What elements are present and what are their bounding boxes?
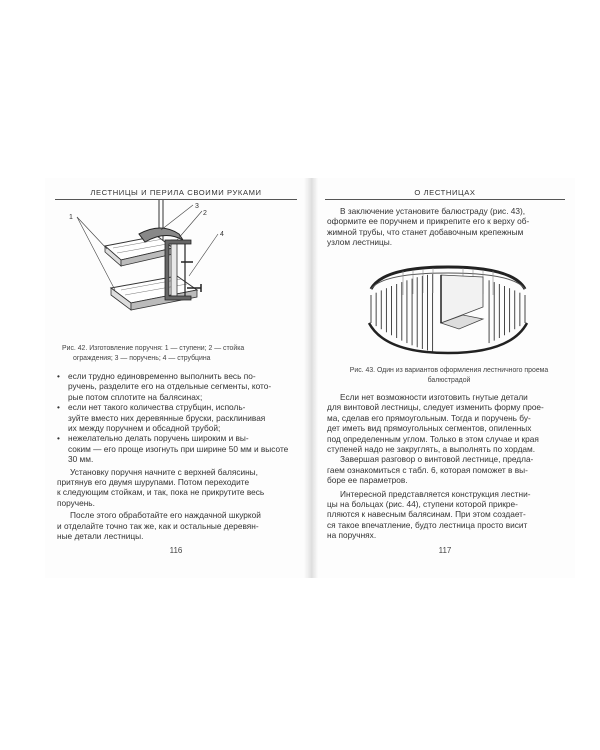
fig42-caption-line: ограждения; 3 — поручень; 4 — струбцина <box>73 354 211 362</box>
paragraph-line: ся такое впечатление, будто лестница просто висит <box>327 519 528 530</box>
paragraph <box>327 489 565 541</box>
bullet-item <box>57 433 295 464</box>
paragraph <box>57 510 295 541</box>
fig42-label-3: 3 <box>195 203 199 210</box>
bullet-icon: • <box>57 433 60 444</box>
paragraph-line: для винтовой лестницы, следует изменить форму прое- <box>327 402 544 413</box>
paragraph-line: к следующим стойкам, и так, пока не прикрутите весь <box>57 487 265 498</box>
bullet-line: 30 мм. <box>68 454 94 465</box>
left-page-number: 116 <box>169 546 183 555</box>
paragraph-line: боре ее параметров. <box>327 475 408 486</box>
figure-43-caption <box>333 366 565 385</box>
bullet-item <box>57 402 295 433</box>
figure-43-balustrade <box>363 263 533 358</box>
paragraph-line: оформите ее поручнем и прикрепите его к верху об- <box>327 216 530 227</box>
paragraph-line: дет иметь вид прямоугольных сегментов, опиленных <box>327 423 532 434</box>
paragraph-line: ные детали лестницы. <box>57 531 144 542</box>
bullet-line: зуйте вместо них деревянные бруски, расклинивая <box>68 412 266 423</box>
right-running-head: О ЛЕСТНИЦАХ <box>414 188 476 197</box>
paragraph-line: цы на больцах (рис. 44), ступени которой прикре- <box>327 499 518 510</box>
right-body-text <box>327 392 565 541</box>
bullet-icon: • <box>57 371 60 381</box>
bullet-line: рые потом сплотите на балясинах; <box>68 391 203 402</box>
right-page <box>315 178 575 578</box>
bullet-line: их между поручнем и обсадной трубой; <box>68 423 221 434</box>
bullet-line: ручень, разделите его на отдельные сегменты, кото- <box>68 381 272 392</box>
paragraph <box>327 392 565 454</box>
paragraph-line: ступеней надо не закруглять, а выполнять по хордам. <box>327 444 536 455</box>
left-page <box>45 178 307 578</box>
bullet-icon: • <box>57 402 60 413</box>
paragraph <box>57 467 295 509</box>
right-intro-text <box>327 206 565 248</box>
paragraph-line: Завершая разговор о винтовой лестнице, предла- <box>340 454 534 465</box>
bullet-line: если нет такого количества струбцин, исполь- <box>68 402 246 413</box>
paragraph-line: ма, сделав его прямоугольным. Тогда и поручень бу- <box>327 412 531 423</box>
paragraph-line: на поручнях. <box>327 530 377 541</box>
bullet-line: нежелательно делать поручень широким и вы- <box>68 433 249 444</box>
book-gutter <box>304 178 318 578</box>
fig42-label-4: 4 <box>220 231 224 238</box>
book-spread <box>0 178 600 578</box>
left-body-text <box>57 371 295 542</box>
figure-42-handrail-clamp <box>65 200 255 325</box>
bullet-line: соким — его проще изогнуть при ширине 50 мм и высоте <box>68 443 289 454</box>
fig43-caption-line: балюстрадой <box>427 376 471 384</box>
fig42-caption-line: Рис. 42. Изготовление поручня: 1 — ступени; 2 — стойка <box>62 345 245 352</box>
paragraph-line: под определенным углом. Только в этом случае и края <box>327 433 539 444</box>
paragraph <box>327 206 565 248</box>
figure-42-caption <box>62 344 294 363</box>
paragraph-line: жимной трубы, что станет добавочным крепежным <box>327 226 524 237</box>
paragraph <box>327 454 565 485</box>
bullet-line: если трудно единовременно выполнить весь по- <box>68 371 256 381</box>
paragraph-line: поручень. <box>57 497 95 508</box>
right-page-number: 117 <box>438 546 452 555</box>
bullet-item <box>57 371 295 402</box>
paragraph-line: Если нет возможности изготовить гнутые детали <box>340 392 528 402</box>
right-header-rule <box>325 199 565 200</box>
fig42-label-2: 2 <box>203 210 207 217</box>
paragraph-line: гаем ознакомиться с табл. 6, которая поможет в вы- <box>327 464 528 475</box>
paragraph-line: пляются к навесным балясинам. При этом создает- <box>327 509 526 520</box>
fig43-caption-line: Рис. 43. Один из вариантов оформления лестничного проема <box>349 367 549 374</box>
paragraph-line: и отделайте точно так же, как и остальные деревян- <box>57 520 259 531</box>
left-running-head: ЛЕСТНИЦЫ И ПЕРИЛА СВОИМИ РУКАМИ <box>90 188 262 197</box>
paragraph-line: Установку поручня начните с верхней балясины, <box>70 466 258 477</box>
paragraph-line: Интересной представляется конструкция лестни- <box>340 488 531 499</box>
paragraph-line: притянув его двумя шурупами. Потом переходите <box>57 477 250 488</box>
fig42-label-1: 1 <box>69 214 73 221</box>
paragraph-line: узлом лестницы. <box>327 237 393 248</box>
paragraph-line: В заключение установите балюстраду (рис. 43), <box>340 206 526 216</box>
paragraph-line: После этого обработайте его наждачной шкуркой <box>70 510 261 521</box>
